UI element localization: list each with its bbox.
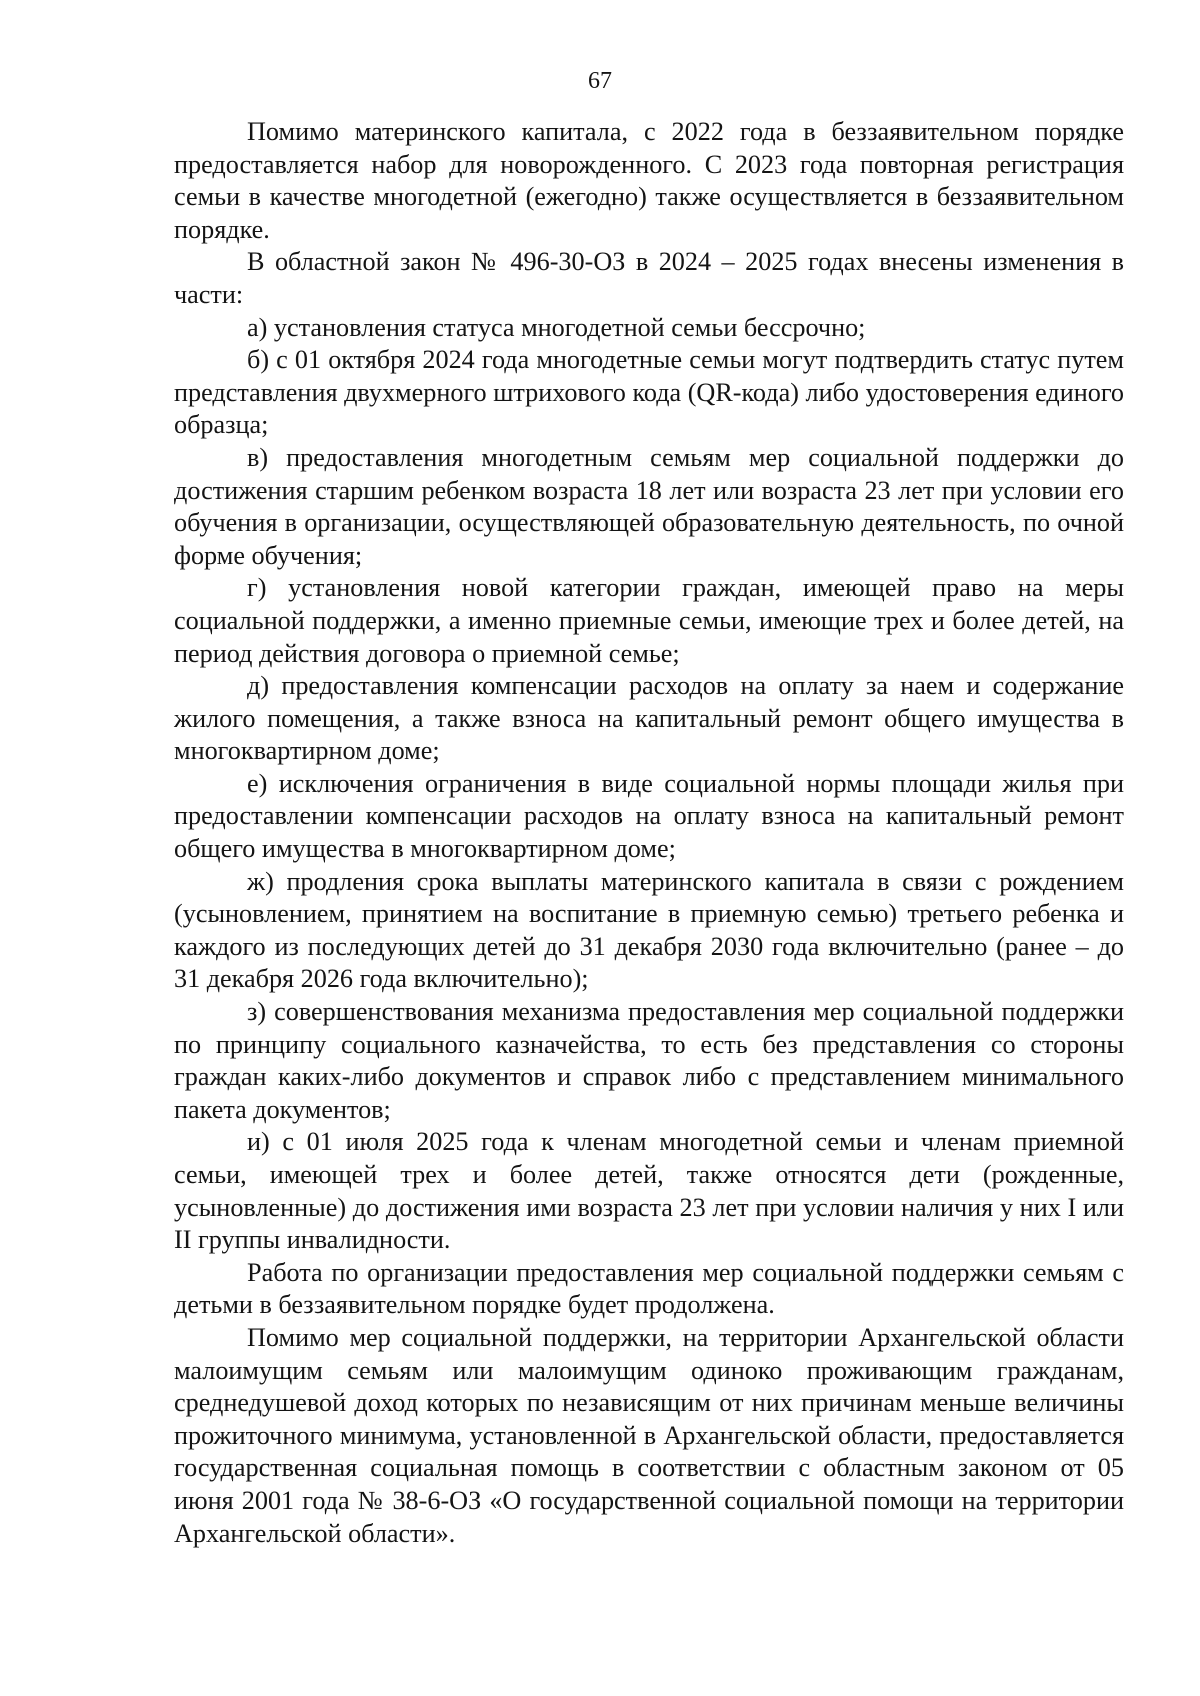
list-item-v: в) предоставления многодетным семьям мер социальной поддержки до достижения старшим ребенком возраста 18 лет или возраста 23 лет при условии его обучения в организации, осуществляющей образовательную деятельность, по очной форме обучения; [174,442,1124,570]
document-body [174,116,1124,1550]
paragraph-intro: Помимо материнского капитала, с 2022 года в беззаявительном порядке предоставляется набор для новорожденного. С 2023 года повторная регистрация семьи в качестве многодетной (ежегодно) также осуществляется в беззаявительном порядке. [174,117,1124,244]
list-item-a: а) установления статуса многодетной семьи бессрочно; [247,312,866,342]
list-item-i: и) с 01 июля 2025 года к членам многодетной семьи и членам приемной семьи, имеющей трех и более детей, также относятся дети (рожденные, усыновленные) до достижения ими возраста 23 лет при условии наличия у них I или II группы инвалидности. [174,1127,1124,1255]
page-number: 67 [588,68,612,94]
list-item-d: д) предоставления компенсации расходов на оплату за наем и содержание жилого помещения, а также взноса на капитальный ремонт общего имущества в многоквартирном доме; [174,671,1124,766]
paragraph-law-amendments: В областной закон № 496-30-ОЗ в 2024 – 2025 годах внесены изменения в части: [174,247,1124,309]
list-item-e: е) исключения ограничения в виде социальной нормы площади жилья при предоставлении компенсации расходов на оплату взноса на капитальный ремонт общего имущества в многоквартирном доме; [174,768,1124,864]
paragraph-work-continued: Работа по организации предоставления мер социальной поддержки семьям с детьми в беззаявительном порядке будет продолжена. [174,1257,1124,1320]
list-item-z: з) совершенствования механизма предоставления мер социальной поддержки по принципу социального казначейства, то есть без представления со стороны граждан каких-либо документов и справок либо с представлением минимального пакета документов; [174,997,1124,1124]
paragraph-state-assistance: Помимо мер социальной поддержки, на территории Архангельской области малоимущим семьям или малоимущим одиноко проживающим гражданам, среднедушевой доход которых по независящим от них причинам меньше величины прожиточного минимума, установленной в Архангельской области, предоставляется государственная социальная помощь в соответствии с областным законом от 05 июня 2001 года № 38-6-ОЗ «О государственной социальной помощи на территории Архангельской области». [174,1322,1124,1548]
list-item-g: г) установления новой категории граждан, имеющей право на меры социальной поддержки, а именно приемные семьи, имеющие трех и более детей, на период действия договора о приемной семье; [174,573,1124,668]
list-item-zh: ж) продления срока выплаты материнского капитала в связи с рождением (усыновлением, принятием на воспитание в приемную семью) третьего ребенка и каждого из последующих детей до 31 декабря 2030 года включительно (ранее – до 31 декабря 2026 года включительно); [174,866,1124,994]
list-item-b: б) с 01 октября 2024 года многодетные семьи могут подтвердить статус путем представления двухмерного штрихового кода (QR-кода) либо удостоверения единого образца; [174,345,1124,440]
